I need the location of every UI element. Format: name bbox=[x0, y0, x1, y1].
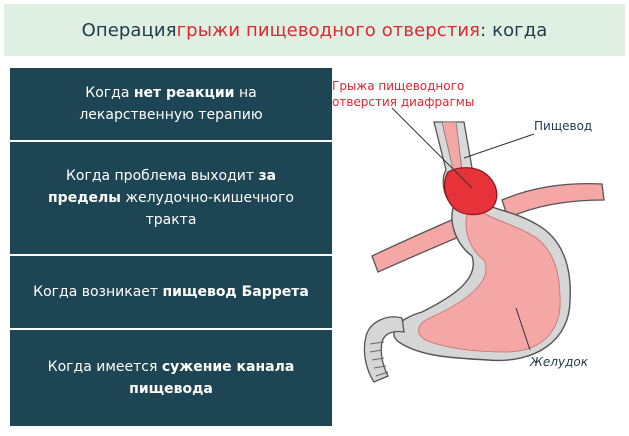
card-2-bold: за пределы bbox=[48, 168, 277, 206]
stomach-label: Желудок bbox=[530, 355, 588, 369]
hernia-diagram bbox=[330, 60, 629, 436]
indication-card-2 bbox=[10, 142, 332, 254]
card-1-text-end: на лекарственную терапию bbox=[79, 85, 263, 123]
hernia-label-line2: отверстия диафрагмы bbox=[332, 95, 475, 109]
title-text-2: : когда bbox=[480, 19, 548, 41]
hernia-sac bbox=[445, 168, 497, 215]
duodenum bbox=[364, 317, 404, 382]
diaphragm-right bbox=[502, 184, 604, 218]
title-banner bbox=[4, 4, 625, 56]
esophagus-label: Пищевод bbox=[534, 119, 593, 133]
esophagus-leader-line bbox=[464, 134, 534, 158]
indication-card-1 bbox=[10, 68, 332, 140]
title-text-1: Операция bbox=[81, 19, 177, 41]
card-4-text: Когда имеется bbox=[47, 359, 162, 375]
indication-card-4 bbox=[10, 330, 332, 426]
card-2-text-end: желудочно-кишечного тракта bbox=[120, 190, 294, 228]
hernia-label-line1: Грыжа пищеводного bbox=[332, 79, 465, 93]
card-1-text: Когда bbox=[85, 85, 134, 101]
card-4-bold: сужение канала пищевода bbox=[129, 359, 295, 397]
title-highlight: грыжи пищеводного отверстия bbox=[176, 19, 481, 41]
card-3-bold: пищевод Баррета bbox=[162, 284, 309, 300]
card-2-text: Когда проблема выходит bbox=[65, 168, 259, 184]
card-3-text: Когда возникает bbox=[33, 284, 163, 300]
indication-card-3 bbox=[10, 256, 332, 328]
card-1-bold: нет реакции bbox=[133, 85, 235, 101]
